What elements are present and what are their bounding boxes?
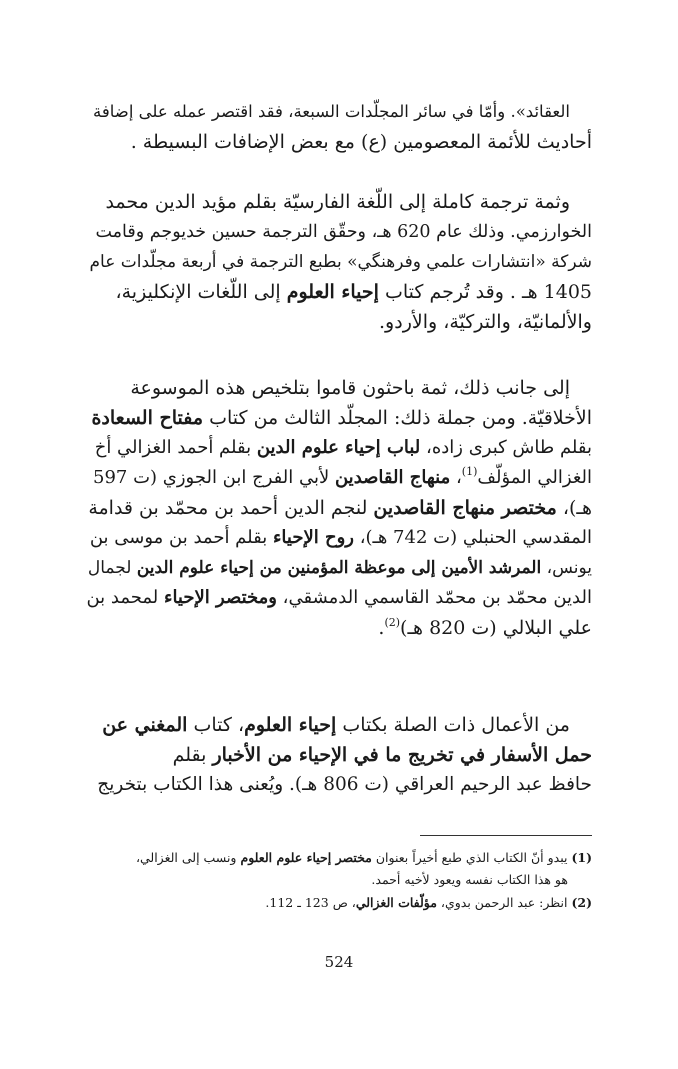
text-run: أحاديث للأئمة المعصومين (ع) مع بعض الإضافات البسيطة . — [130, 131, 592, 153]
text-line — [86, 217, 592, 247]
paragraph-4 — [86, 710, 592, 800]
text-line — [86, 740, 592, 770]
text-line — [86, 247, 592, 277]
text-run: حافظ عبد الرحيم العراقي (ت 806 هـ). ويُعنى هذا الكتاب بتخريج — [97, 774, 592, 795]
text-line — [86, 373, 592, 403]
text-line — [86, 127, 592, 157]
text-line — [86, 523, 592, 553]
text-run: هـ)، — [556, 497, 592, 519]
text-run: الأخلاقيّة. ومن جملة ذلك: المجلّد الثالث من كتاب — [203, 407, 592, 429]
text-run: ، كتاب — [187, 714, 245, 736]
footnote-1 — [86, 847, 592, 891]
text-line — [86, 97, 592, 127]
text-line — [86, 553, 592, 583]
bold-title: مفتاح السعادة — [91, 407, 204, 429]
text-run: لجمال — [87, 558, 137, 578]
bold-title: مختصر إحياء علوم العلوم — [240, 850, 372, 865]
text-run: بقلم أحمد بن موسى بن — [89, 527, 273, 548]
text-line — [86, 770, 592, 800]
text-run: وثمة ترجمة كاملة إلى اللّغة الفارسيّة بقلم مؤيد الدين محمد — [105, 191, 570, 213]
text-run: بقلم أحمد الغزالي أخ — [94, 437, 257, 458]
text-line — [86, 463, 592, 493]
text-run: شركة «انتشارات علمي وفرهنگي» بطبع الترجمة في أربعة مجلّدات عام — [89, 252, 592, 272]
text-run: الغزالي المؤلّف — [477, 467, 592, 488]
text-run: . — [378, 617, 385, 639]
text-run: يبدو أنّ الكتاب الذي طبع أخيراً بعنوان — [371, 850, 572, 865]
bold-title: روح الإحياء — [272, 527, 354, 548]
text-run: يونس، — [541, 558, 592, 578]
text-line — [86, 403, 592, 433]
text-line — [86, 869, 592, 891]
text-run: إلى جانب ذلك، ثمة باحثون قاموا بتلخيص هذه الموسوعة — [130, 377, 570, 399]
bold-title: (1) — [571, 850, 592, 865]
bold-title: مؤلّفات الغزالي — [355, 895, 437, 910]
text-run: من الأعمال ذات الصلة بكتاب — [336, 714, 570, 736]
text-line — [86, 613, 592, 643]
paragraph-1 — [86, 97, 592, 157]
text-run: هو هذا الكتاب نفسه ويعود لأخيه أحمد. — [371, 872, 568, 887]
bold-title: إحياء العلوم — [286, 281, 379, 303]
text-run: العقائد». وأمّا في سائر المجلّدات السبعة، فقد اقتصر عمله على إضافة — [93, 102, 570, 121]
text-run: لمحمد بن — [86, 587, 164, 608]
page-number: 524 — [324, 953, 354, 971]
text-run: ، ص 123 ـ 112. — [265, 895, 356, 910]
bold-title: مختصر منهاج القاصدين — [373, 497, 557, 519]
text-run: 1405 هـ . وقد تُرجم كتاب — [378, 281, 592, 303]
paragraph-2 — [86, 187, 592, 337]
text-run: والألمانيّة، والتركيّة، والأردو. — [379, 311, 592, 333]
footnote-separator — [420, 835, 592, 836]
text-line — [86, 583, 592, 613]
text-run: لأبي الفرج ابن الجوزي (ت 597 — [93, 467, 335, 488]
footnote-ref: (1) — [461, 465, 478, 478]
text-run: الدين محمّد بن محمّد القاسمي الدمشقي، — [276, 587, 592, 608]
text-run: بقلم — [172, 744, 213, 766]
text-line — [86, 187, 592, 217]
text-run: انظر: عبد الرحمن بدوي، — [436, 895, 572, 910]
bold-title: ومختصر الإحياء — [163, 587, 277, 608]
footnote-2 — [86, 892, 592, 914]
text-line — [86, 847, 592, 869]
text-run: بقلم طاش كبرى زاده، — [420, 437, 592, 458]
bold-title: المرشد الأمين إلى موعظة المؤمنين من إحياء علوم الدين — [136, 558, 542, 578]
paragraph-3 — [86, 373, 592, 643]
bold-title: لباب إحياء علوم الدين — [256, 437, 421, 458]
text-run: لنجم الدين أحمد بن محمّد بن قدامة — [88, 497, 374, 519]
text-run: علي البلالي (ت 820 هـ) — [400, 617, 592, 639]
footnote-ref: (2) — [384, 616, 401, 629]
text-line — [86, 277, 592, 307]
text-line — [86, 493, 592, 523]
text-line — [86, 307, 592, 337]
bold-title: حمل الأسفار في تخريج ما في الإحياء من الأخبار — [212, 744, 592, 766]
bold-title: المغني عن — [102, 714, 188, 736]
text-run: ونسب إلى الغزالي، — [135, 850, 241, 865]
text-line — [86, 892, 592, 914]
text-run: المقدسي الحنبلي (ت 742 هـ)، — [354, 527, 592, 548]
text-line — [86, 433, 592, 463]
text-run: الخوارزمي. وذلك عام 620 هـ، وحقّق الترجمة حسين خديوجم وقامت — [95, 222, 592, 242]
text-line — [86, 710, 592, 740]
bold-title: منهاج القاصدين — [334, 467, 451, 488]
text-run: ، — [450, 467, 462, 488]
text-run: إلى اللّغات الإنكليزية، — [115, 281, 287, 303]
bold-title: (2) — [571, 895, 592, 910]
bold-title: إحياء العلوم — [244, 714, 337, 736]
